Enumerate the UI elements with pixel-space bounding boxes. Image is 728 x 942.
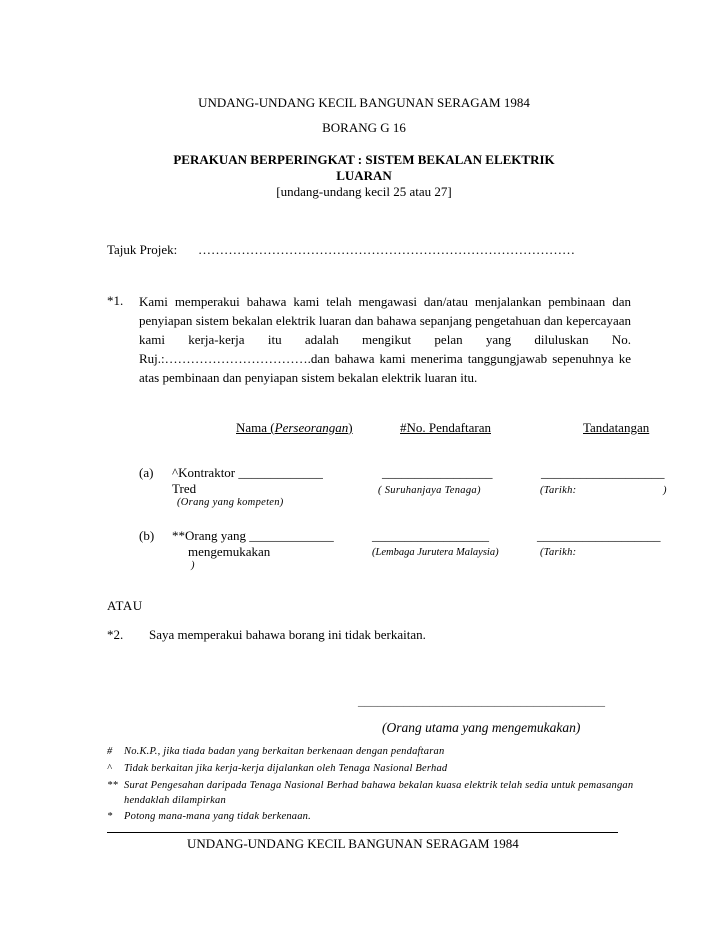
section1-number: *1. — [107, 293, 124, 308]
row-b-signature-line: ___________________ — [537, 528, 661, 543]
header-registration: #No. Pendaftaran — [400, 420, 491, 435]
footnote-1: # No.K.P., jika tiada badan yang berkaitan berkenaan dengan pendaftaran — [107, 746, 445, 757]
atau-label: ATAU — [107, 598, 143, 613]
row-b-role: **Orang yang _____________ — [172, 528, 334, 543]
principal-signature-label: (Orang utama yang mengemukakan) — [382, 720, 581, 735]
form-number: BORANG G 16 — [322, 120, 406, 135]
row-a-signature-line: ___________________ — [541, 465, 665, 480]
form-subtitle: [undang-undang kecil 25 atau 27] — [276, 184, 452, 199]
section1-text: Kami memperakui bahawa kami telah mengawasi dan/atau menjalankan pembinaan dan penyiapan sistem bekalan elektrik luaran dan bahawa sepanjang pengetahuan dan kepercayaan kami kerja-kerja itu adalah mengikut pelan yang diluluskan No. Ruj.:…………………………….dan bahawa kami menerima tanggungjawab sepenuhnya ke atas pembinaan dan penyiapan sistem bekalan elektrik luaran itu. — [139, 294, 631, 385]
project-title-field: …………………………………………………………………………… — [198, 242, 575, 257]
row-a-label: (a) — [139, 465, 154, 480]
footer-law: UNDANG-UNDANG KECIL BANGUNAN SERAGAM 1984 — [187, 836, 519, 851]
footnote-3: ** Surat Pengesahan daripada Tenaga Nasional Berhad bahawa bekalan kuasa elektrik telah sedia untuk pemasangan — [107, 780, 634, 791]
row-a-date-note: (Tarikh: — [540, 485, 577, 496]
principal-signature-line: ______________________________________ — [358, 693, 605, 708]
row-b-registration-note: (Lembaga Jurutera Malaysia) — [372, 547, 499, 558]
footnote-2: ^ Tidak berkaitan jika kerja-kerja dijalankan oleh Tenaga Nasional Berhad — [107, 763, 448, 774]
row-a-role: ^Kontraktor _____________ — [172, 465, 323, 480]
footer-rule — [107, 832, 618, 833]
footnote-4: * Potong mana-mana yang tidak berkenaan. — [107, 811, 311, 822]
header-name: Nama (Perseorangan) — [236, 420, 353, 435]
row-a-registration-note: ( Suruhanjaya Tenaga) — [378, 485, 481, 496]
form-title-line2: LUARAN — [336, 168, 392, 183]
header-signature: Tandatangan — [583, 420, 650, 435]
row-b-label: (b) — [139, 528, 155, 543]
section2-text: Saya memperakui bahawa borang ini tidak berkaitan. — [149, 627, 426, 642]
row-b-date-close: ) — [191, 560, 195, 571]
row-b-date-note: (Tarikh: — [540, 547, 577, 558]
row-a-date-close: ) — [663, 485, 667, 496]
row-a-role-cont: Tred — [172, 481, 197, 496]
header-law: UNDANG-UNDANG KECIL BANGUNAN SERAGAM 1984 — [198, 95, 530, 110]
form-title-line1: PERAKUAN BERPERINGKAT : SISTEM BEKALAN ELEKTRIK — [173, 152, 555, 167]
footnote-3-cont: hendaklah dilampirkan — [124, 795, 226, 806]
row-b-registration-line: __________________ — [372, 528, 489, 543]
row-a-note: (Orang yang kompeten) — [177, 497, 284, 508]
section2-number: *2. — [107, 627, 124, 642]
project-title-label: Tajuk Projek: — [107, 242, 178, 257]
row-a-registration-line: _________________ — [382, 465, 493, 480]
row-b-role-cont: mengemukakan — [188, 544, 271, 559]
